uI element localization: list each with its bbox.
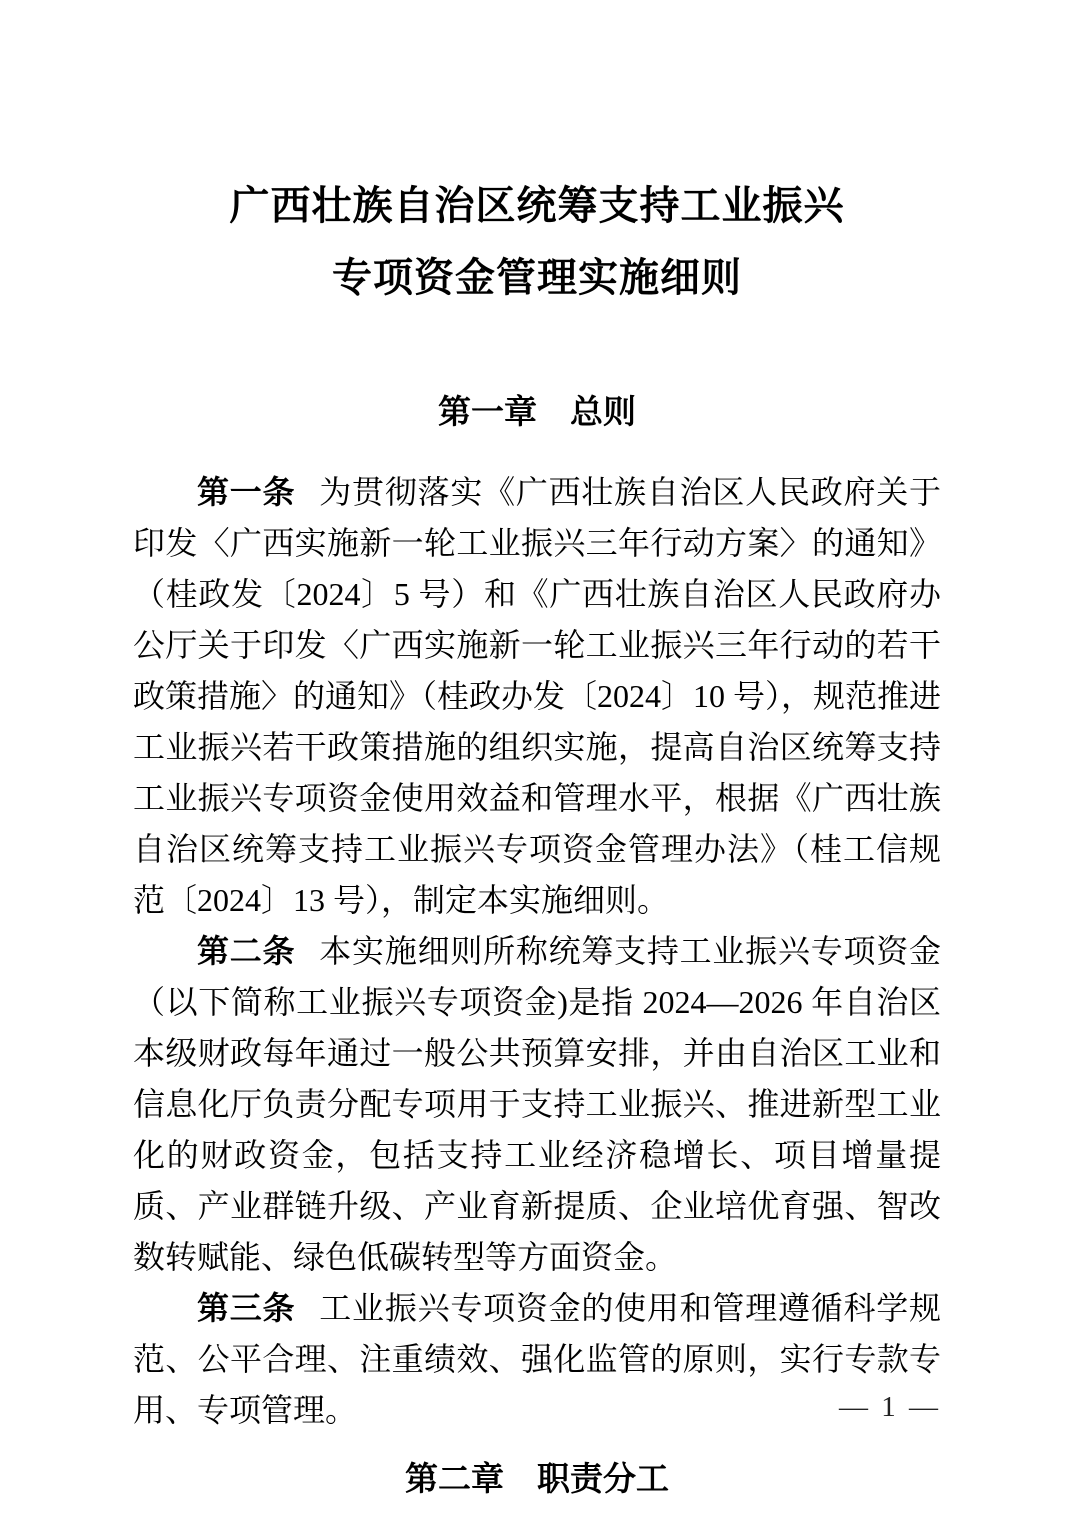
chapter-1-heading: 第一章 总则	[438, 393, 636, 430]
article-3-text: 工业振兴专项资金的使用和管理遵循科学规范、公平合理、注重绩效、强化监管的原则，实行专款专用、专项管理。	[133, 1290, 941, 1428]
chapter-2-heading: 第二章 职责分工	[405, 1460, 669, 1497]
document-body	[133, 467, 941, 1436]
document-title-line2: 专项资金管理实施细则	[332, 255, 742, 300]
article-1-number: 第一条	[197, 474, 296, 510]
document-title-line1: 广西壮族自治区统筹支持工业振兴	[229, 183, 845, 228]
article-1	[133, 467, 941, 926]
document-title	[0, 0, 1074, 314]
page-number: — 1 —	[839, 1391, 941, 1423]
article-2	[133, 926, 941, 1283]
article-1-text: 为贯彻落实《广西壮族自治区人民政府关于印发〈广西实施新一轮工业振兴三年行动方案〉的通知》（桂政发〔2024〕5 号）和《广西壮族自治区人民政府办公厅关于印发〈广西实施新一轮工业振兴三年行动的若干政策措施〉的通知》（桂政办发〔2024〕10 号），规范推进工业振兴若干政策措施的组织实施，提高自治区统筹支持工业振兴专项资金使用效益和管理水平，根据《广西壮族自治区统筹支持工业振兴专项资金管理办法》（桂工信规范〔2024〕13 号），制定本实施细则。	[133, 474, 942, 918]
article-3-number: 第三条	[197, 1290, 296, 1326]
article-3	[133, 1283, 941, 1436]
article-2-text: 本实施细则所称统筹支持工业振兴专项资金（以下简称工业振兴专项资金)是指 2024—2026 年自治区本级财政每年通过一般公共预算安排，并由自治区工业和信息化厅负责分配专项用于支持工业振兴、推进新型工业化的财政资金，包括支持工业经济稳增长、项目增量提质、产业群链升级、产业育新提质、企业培优育强、智改数转赋能、绿色低碳转型等方面资金。	[133, 933, 941, 1275]
article-2-number: 第二条	[197, 933, 296, 969]
